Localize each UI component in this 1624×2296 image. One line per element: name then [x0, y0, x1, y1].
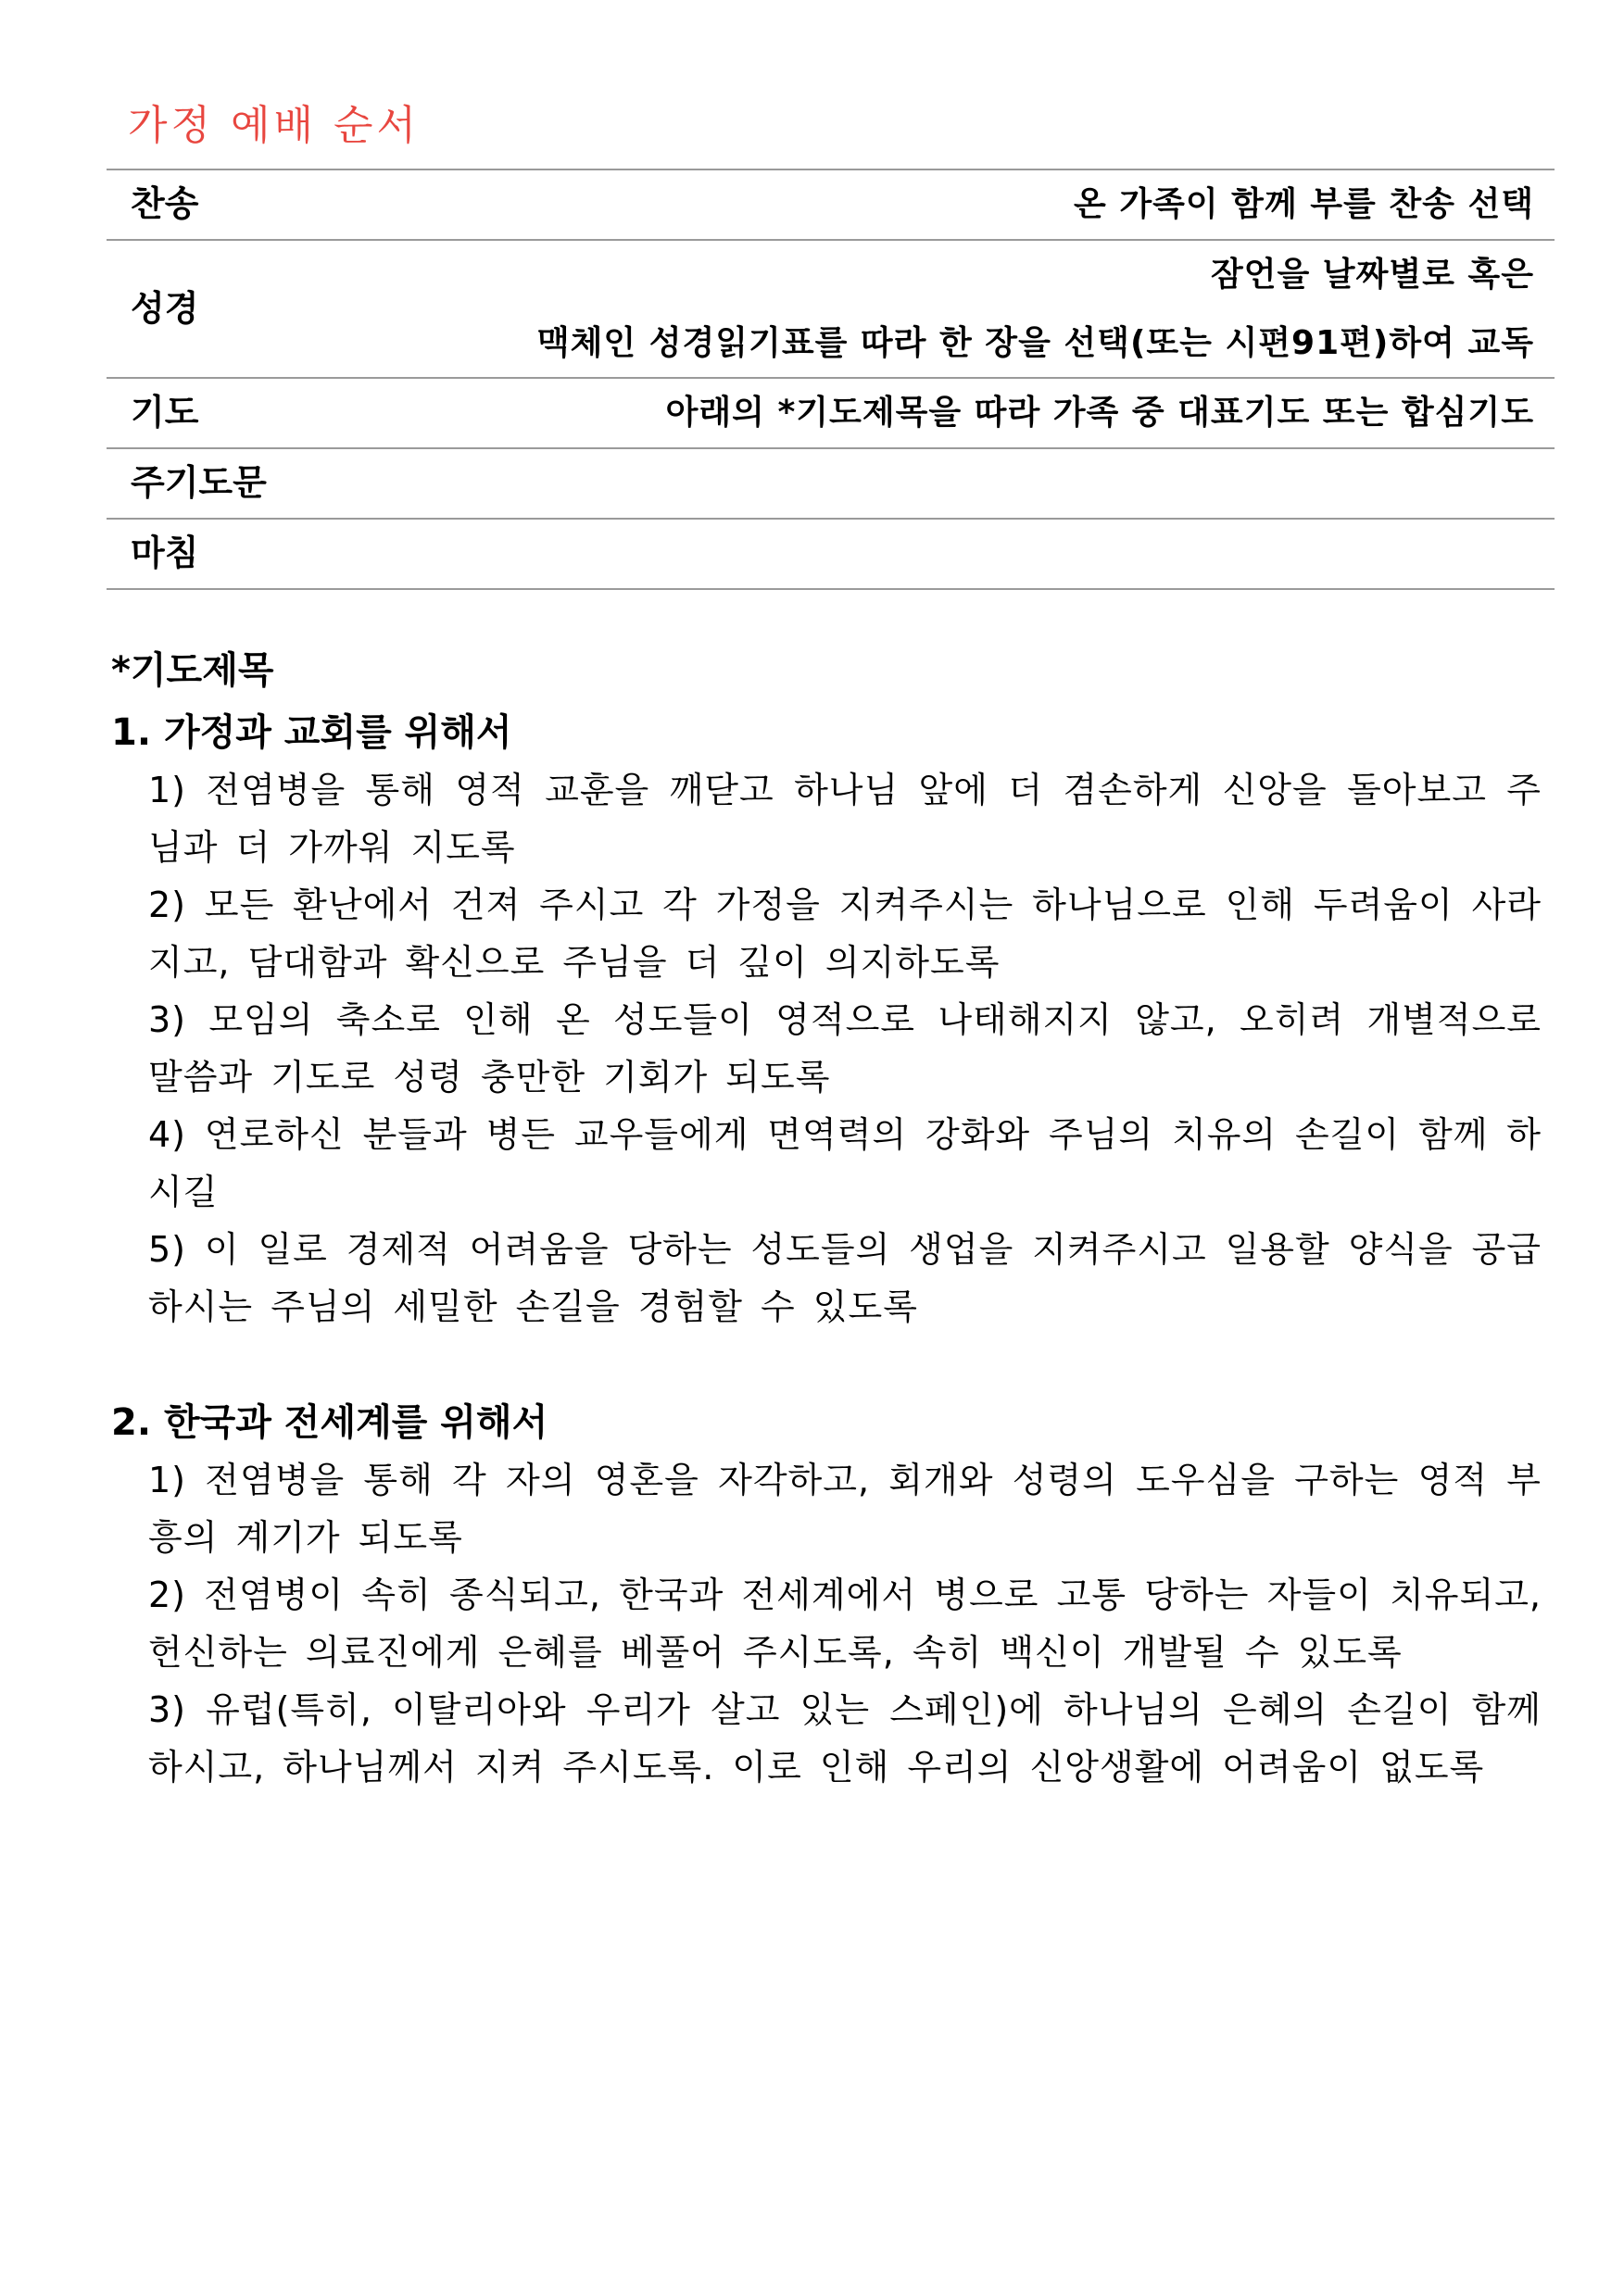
- order-label: 기도: [131, 392, 199, 433]
- order-row-closing: [107, 520, 1555, 590]
- order-label: 찬송: [131, 183, 199, 225]
- order-row-prayer: [107, 379, 1555, 449]
- order-label: 마침: [131, 533, 199, 574]
- order-content-line: 맥체인 성경읽기표를 따라 한 장을 선택(또는 시편91편)하여 교독: [536, 323, 1534, 362]
- prayer-topics-title: *기도제목: [111, 649, 274, 692]
- order-content-line: 온 가족이 함께 부를 찬송 선택: [1074, 185, 1534, 223]
- order-label: 성경: [131, 287, 199, 329]
- page-title: 가정 예배 순서: [128, 102, 420, 149]
- prayer-item: 1) 전염병을 통해 각 자의 영혼을 자각하고, 회개와 성령의 도우심을 구하는 영적 부흥의 계기가 되도록: [148, 1460, 1542, 1558]
- order-content: [409, 170, 1555, 239]
- order-row-lords-prayer: [107, 449, 1555, 520]
- prayer-section-family-church: [111, 704, 1542, 1336]
- order-label: 주기도문: [131, 462, 267, 504]
- prayer-item: 3) 유럽(특히, 이탈리아와 우리가 살고 있는 스페인)에 하나님의 은혜의 손길이 함께 하시고, 하나님께서 지켜 주시도록. 이로 인해 우리의 신앙생활에 어려움이 없도록: [148, 1689, 1542, 1788]
- prayer-item: 4) 연로하신 분들과 병든 교우들에게 면역력의 강화와 주님의 치유의 손길이 함께 하시길: [148, 1114, 1542, 1212]
- prayer-section-korea-world: [111, 1394, 1542, 1796]
- order-content: [409, 241, 1555, 378]
- order-content-line: 아래의 *기도제목을 따라 가족 중 대표기도 또는 합심기도: [665, 394, 1534, 432]
- worship-order-table: [107, 169, 1555, 590]
- order-row-hymn: [107, 170, 1555, 241]
- prayer-item: 2) 모든 환난에서 건져 주시고 각 가정을 지켜주시는 하나님으로 인해 두려움이 사라지고, 담대함과 확신으로 주님을 더 깊이 의지하도록: [148, 885, 1542, 983]
- prayer-item: 1) 전염병을 통해 영적 교훈을 깨닫고 하나님 앞에 더 겸손하게 신앙을 돌아보고 주님과 더 가까워 지도록: [148, 770, 1542, 868]
- order-row-scripture: [107, 241, 1555, 379]
- section-heading: 1. 가정과 교회를 위해서: [111, 711, 512, 754]
- order-content: [409, 379, 1555, 447]
- prayer-item: 3) 모임의 축소로 인해 온 성도들이 영적으로 나태해지지 않고, 오히려 개별적으로 말씀과 기도로 성령 충만한 기회가 되도록: [148, 999, 1542, 1098]
- order-content-line: 잠언을 날짜별로 혹은: [1210, 255, 1534, 294]
- prayer-item: 2) 전염병이 속히 종식되고, 한국과 전세계에서 병으로 고통 당하는 자들이 치유되고, 헌신하는 의료진에게 은혜를 베풀어 주시도록, 속히 백신이 개발될 수 있도록: [148, 1575, 1542, 1673]
- prayer-item: 5) 이 일로 경제적 어려움을 당하는 성도들의 생업을 지켜주시고 일용할 양식을 공급하시는 주님의 세밀한 손길을 경험할 수 있도록: [148, 1229, 1542, 1327]
- section-heading: 2. 한국과 전세계를 위해서: [111, 1401, 548, 1444]
